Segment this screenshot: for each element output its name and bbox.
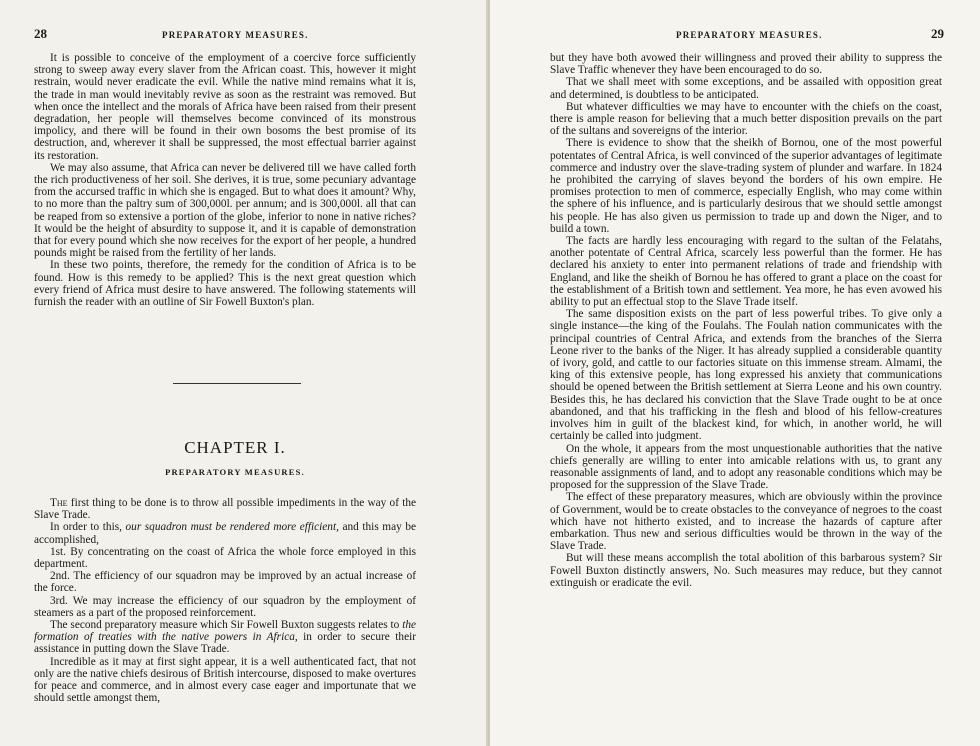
paragraph [34,619,416,656]
paragraph: but they have both avowed their willingness and proved their ability to suppress the Slave Traffic whenever they have been encouraged to do so. [550,52,942,77]
paragraph-text: in order to secure their assistance in putting down the Slave Trade. [34,631,416,656]
paragraph-text: In order to this, [50,521,126,534]
first-word: The [50,497,68,509]
paragraph [34,521,416,545]
paragraph: It is possible to conceive of the employment of a coercive force sufficiently strong to sweep away every slaver from the African coast. This, however it might restrain, would never eradicate the evil. While the native mind remains what it is, the trade in man would inevitably revive as soon as the restraint was removed. But when once the intellect and the morals of Africa have been raised from their present degradation, her people will themselves become convinced of its monstrous impolicy, and there will be found in their own bosoms the best promise of its destruction, and, wherever it shall be suppressed, the most effectual barrier against its restoration. [34,52,416,162]
paragraph: That we shall meet with some exceptions, and be assailed with opposition great and determined, is doubtless to be anticipated. [550,76,942,101]
running-head: PREPARATORY MEASURES. [676,30,823,40]
paragraph: The facts are hardly less encouraging with regard to the sultan of the Felatahs, another potentate of Central Africa, scarcely less powerful than the former. He has declared his anxiety to enter into permanent relations of trade and friendship with England, and like the sheikh of Bornou he has offered to grant a place on the coast for the establishment of a British town and settlement. Yea more, he has even avowed his ability to put an effectual stop to the Slave Trade itself. [550,235,942,309]
chapter-title: CHAPTER I. [184,438,286,457]
right-page [490,0,980,746]
paragraph: 3rd. We may increase the efficiency of our squadron by the employment of steamers as a part of the proposed reinforcement. [34,594,416,619]
chapter-text [34,497,416,704]
paragraph: Incredible as it may at first sight appear, it is a well authenticated fact, that not only are the native chiefs desirous of British intercourse, disposed to make overtures for peace and commerce, and in almost every case eager and importunate that we should settle amongst them, [34,655,416,705]
paragraph-text: The second preparatory measure which Sir Fowell Buxton suggests relates to [50,619,403,632]
paragraph-text: first thing to be done is to throw all possible impediments in the way of the Slave Trade. [34,497,416,522]
paragraph: We may also assume, that Africa can never be delivered till we have called forth the rich productiveness of her soil. She derives, it is true, some pecuniary advantage from the accursed traffic in which she is engaged. But to what does it amount? Why, to no more than the paltry sum of 300,000l. per annum; and is 300,000l. all that can be reaped from so extensive a portion of the globe, inferior to none in native riches? It would be the height of absurdity to suppose it, and it is capable of demonstration that for every pound which she now receives for the export of her people, a hundred pounds might be raised from the fertility of her lands. [34,161,416,260]
paragraph: But whatever difficulties we may have to encounter with the chiefs on the coast, there is ample reason for believing that a much better disposition prevails on the part of the sultans and sovereigns of the interior. [550,100,942,138]
paragraph: In these two points, therefore, the remedy for the condition of Africa is to be found. How is this remedy to be applied? This is the next great question which every friend of Africa must desire to have answered. The following statements will furnish the reader with an outline of Sir Fowell Buxton's plan. [34,259,416,309]
intro-text [34,52,416,308]
paragraph: On the whole, it appears from the most unquestionable authorities that the native chiefs generally are willing to enter into amicable relations with us, to grant any reasonable assignments of land, and to adopt any reasonable conditions which may be proposed for the suppression of the Slave Trade. [550,442,942,492]
section-divider [173,383,301,384]
paragraph: 1st. By concentrating on the coast of Africa the whole force employed in this department. [34,545,416,571]
paragraph-text: and this may be accomplished, [34,521,416,546]
paragraph: The same disposition exists on the part of less powerful tribes. To give only a single instance—the king of the Foulahs. The Foulah nation communicates with the principal countries of Central Africa, and extends from the branches of the Sierra Leone river to the banks of the Niger. It has already supplied a considerable quantity of ivory, gold, and cattle to our factories situate on this immense stream. Almami, the king of this extensive people, has long expressed his anxiety that communications should be opened between the British settlement at Sierra Leone and his own country. Besides this, he has declared his conviction that the Slave Trade ought to be at once abandoned, and that his trafficking in the flesh and blood of his fellow-creatures involves him in guilt of the blackest kind, for which, in another world, he will certainly be called into judgment. [550,308,942,443]
left-page [0,0,488,746]
page-number: 29 [931,26,944,41]
page-text [550,52,942,589]
paragraph: But will these means accomplish the total abolition of this barbarous system? Sir Fowell Buxton distinctly answers, No. Such measures may reduce, but they cannot extinguish or eradicate the evil. [550,552,942,589]
paragraph: There is evidence to show that the sheikh of Bornou, one of the most powerful potentates of Central Africa, is well convinced of the superior advantages of legitimate commerce and industry over the slave-trading system of plunder and warfare. In 1824 he prohibited the carrying of slaves beyond the borders of his own empire. He promises protection to men of commerce, especially English, who may come within the sphere of his influence, and is particularly desirous that we should settle amongst his people. He has also given us permission to trade up and down the Niger, and to build a town. [550,137,942,235]
paragraph: The effect of these preparatory measures, which are obviously within the province of Government, would be to create obstacles to the conveyance of negroes to the coast which have not hitherto existed, and to increase the hazards of capture after embarkation. Thus new and serious difficulties would be thrown in the way of the Slave Trade. [550,491,942,553]
paragraph: 2nd. The efficiency of our squadron may be improved by an actual increase of the force. [34,570,416,595]
italic-text: the formation of treaties with the native powers in Africa, [34,619,416,644]
page-number: 28 [34,26,47,41]
chapter-subtitle: PREPARATORY MEASURES. [165,467,305,477]
running-head: PREPARATORY MEASURES. [162,30,309,40]
paragraph [34,497,416,521]
italic-text: our squadron must be rendered more efficient, [125,521,339,534]
